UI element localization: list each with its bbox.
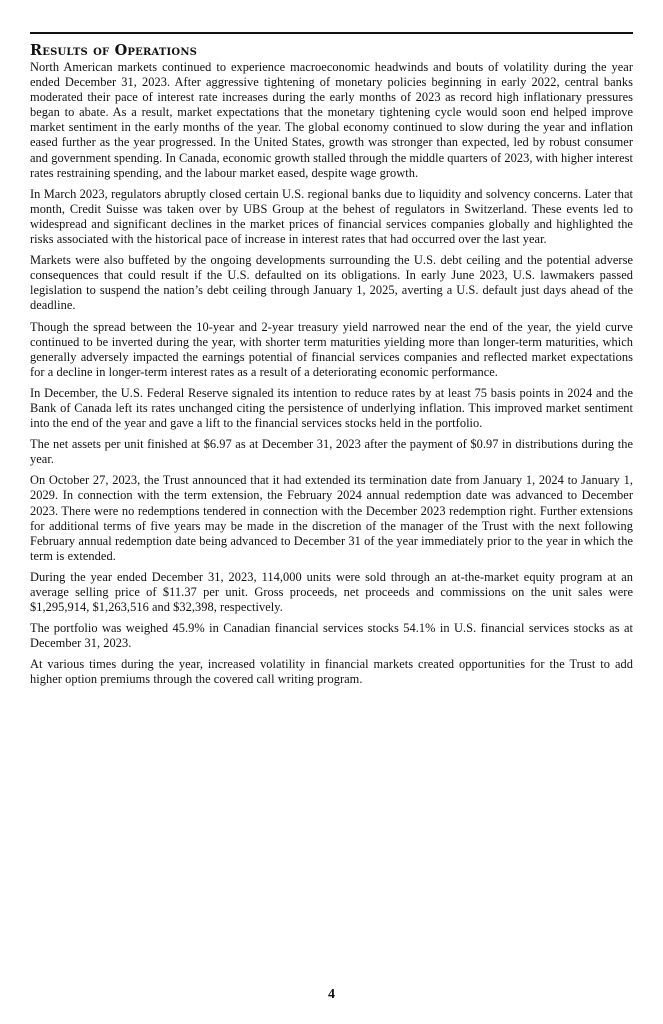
paragraph-net-assets: The net assets per unit finished at $6.97 as at December 31, 2023 after the payment of $0.97 in distributions during the year.: [30, 437, 633, 467]
paragraph-option-premiums: At various times during the year, increased volatility in financial markets created opportunities for the Trust to add higher option premiums through the covered call writing program.: [30, 657, 633, 687]
paragraph-regional-banks: In March 2023, regulators abruptly closed certain U.S. regional banks due to liquidity and solvency concerns. Later that month, Credit Suisse was taken over by UBS Group at the behest of regulators in Switzerland. These events led to widespread and significant declines in the market prices of financial services companies globally and highlighted the risks associated with the historical pace of increase in interest rates that had occurred over the last year.: [30, 186, 633, 247]
paragraph-term-extension: On October 27, 2023, the Trust announced that it had extended its termination date from January 1, 2024 to January 1, 2029. In connection with the term extension, the February 2024 annual redemption date was advanced to December 2023. There were no redemptions tendered in connection with the December 2023 redemption right. Further extensions for additional terms of five years may be made in the discretion of the manager of the Trust with the next following February annual redemption date being advanced to December 31 of the year immediately prior to the year in which the term is extended.: [30, 473, 633, 563]
paragraph-debt-ceiling: Markets were also buffeted by the ongoing developments surrounding the U.S. debt ceiling and the potential adverse consequences that could result if the U.S. defaulted on its obligations. In early June 2023, U.S. lawmakers passed legislation to suspend the nation’s debt ceiling through January 1, 2025, averting a U.S. default just days ahead of the deadline.: [30, 253, 633, 313]
paragraph-macro-headwinds: North American markets continued to experience macroeconomic headwinds and bouts of volatility during the year ended December 31, 2023. After aggressive tightening of monetary policies beginning in early 2022, central banks moderated their pace of interest rate increases during the early months of 2023 as record high inflationary pressures began to abate. As a result, market expectations that the monetary tightening cycle would soon end helped improve market sentiment in the early months of the year. The global economy continued to slow during the year and inflation eased further as the year progressed. In the United States, growth was stronger than expected, led by robust consumer and government spending. In Canada, economic growth stalled through the middle quarters of 2023, with higher interest rates restraining spending, and the labour market eased, despite wage growth.: [30, 60, 633, 180]
page-number: 4: [328, 987, 335, 1002]
paragraph-yield-curve: Though the spread between the 10-year and 2-year treasury yield narrowed near the end of the year, the yield curve continued to be inverted during the year, with shorter term maturities yielding more than longer-term maturities, which generally adversely impacted the earnings potential of financial services companies and reflected market expectations for a decline in longer-term interest rates as a result of a deteriorating economic performance.: [30, 319, 633, 379]
top-divider: [30, 32, 633, 34]
document-page: [30, 32, 633, 694]
paragraph-atm-program: During the year ended December 31, 2023, 114,000 units were sold through an at-the-market equity program at an average selling price of $11.37 per unit. Gross proceeds, net proceeds and commissions on the unit sales were $1,295,914, $1,263,516 and $32,398, respectively.: [30, 569, 633, 615]
section-title: Results of Operations: [30, 42, 198, 59]
paragraph-federal-reserve: In December, the U.S. Federal Reserve signaled its intention to reduce rates by at least 75 basis points in 2024 and the Bank of Canada left its rates unchanged citing the persistence of underlying inflation. This improved market sentiment into the end of the year and gave a lift to the financial services stocks held in the portfolio.: [30, 385, 633, 431]
paragraph-portfolio-weights: The portfolio was weighed 45.9% in Canadian financial services stocks 54.1% in U.S. financial services stocks as at December 31, 2023.: [30, 621, 633, 651]
